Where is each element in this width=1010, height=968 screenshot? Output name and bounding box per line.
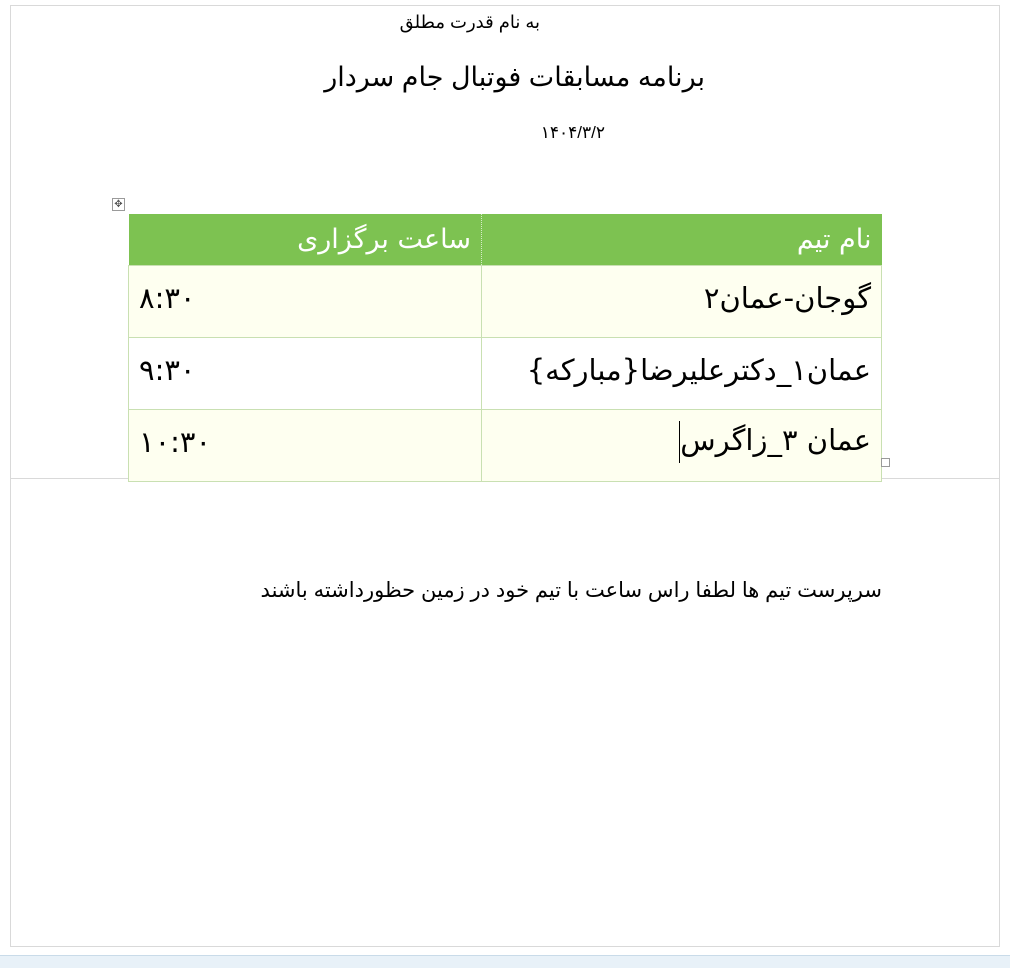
time-cell[interactable]	[129, 266, 482, 338]
table-header-row	[129, 214, 882, 266]
table-row	[129, 338, 882, 410]
schedule-table[interactable]	[128, 214, 882, 482]
invocation-line[interactable]: به نام قدرت مطلق	[399, 12, 540, 32]
team-name: گوجان-عمان۲	[703, 280, 871, 315]
table-row	[129, 266, 882, 338]
table-row	[129, 410, 882, 482]
notice-paragraph[interactable]: سرپرست تیم ها لطفا راس ساعت با تیم خود در زمین حظورداشته باشند	[260, 579, 882, 602]
match-time: ۹:۳۰	[139, 352, 196, 387]
header-match-time[interactable]: ساعت برگزاری	[129, 214, 482, 266]
team-name: عمان ۳_زاگرس	[680, 422, 871, 457]
team-cell[interactable]	[482, 410, 882, 482]
team-cell[interactable]	[482, 338, 882, 410]
team-name: عمان۱_دکترعلیرضا{مبارکه}	[526, 352, 871, 387]
header-team-name[interactable]: نام تیم	[482, 214, 882, 266]
resize-icon[interactable]	[881, 458, 890, 467]
time-cell[interactable]	[129, 410, 482, 482]
match-time: ۸:۳۰	[139, 280, 196, 315]
bottom-strip	[0, 955, 1010, 968]
team-cell[interactable]	[482, 266, 882, 338]
time-cell[interactable]	[129, 338, 482, 410]
document-date[interactable]: ۱۴۰۴/۳/۲	[540, 123, 605, 142]
move-icon[interactable]: ✥	[112, 198, 125, 211]
match-time: ۱۰:۳۰	[139, 424, 212, 459]
document-title[interactable]: برنامه مسابقات فوتبال جام سردار	[324, 62, 705, 92]
